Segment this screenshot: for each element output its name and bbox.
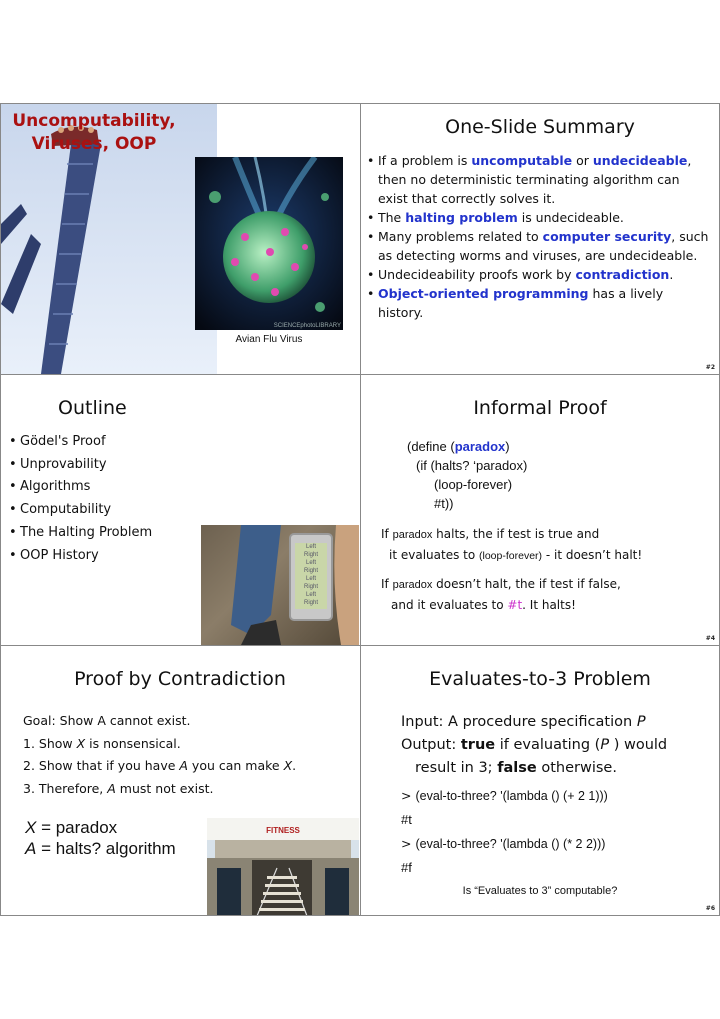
- problem-spec: [401, 711, 667, 780]
- definition-x: X = paradox: [25, 818, 118, 837]
- explanation-line: and it evaluates to #t. It halts!: [391, 597, 576, 612]
- slide-one-slide-summary: [360, 103, 720, 374]
- example-result: #f: [401, 860, 412, 875]
- summary-list: [367, 151, 709, 322]
- explanation: [381, 525, 717, 615]
- slide-title-uncomputability: [0, 103, 360, 374]
- explanation-line: If paradox doesn’t halt, the if test if false,: [381, 577, 621, 591]
- phone-line: Left: [305, 544, 316, 550]
- title-line-2: Viruses, OOP: [31, 134, 157, 154]
- phone-line: Left: [305, 592, 316, 598]
- slide-title: Evaluates-to-3 Problem: [429, 668, 651, 690]
- slide-outline: [0, 374, 360, 645]
- slide-title: Informal Proof: [473, 397, 607, 419]
- phone-line: Left: [305, 576, 316, 582]
- code-line: #t)): [434, 496, 454, 511]
- phone-line: Right: [303, 600, 318, 606]
- code-line: (if (halts? ‘paradox): [416, 458, 528, 473]
- code-line: (loop-forever): [434, 477, 513, 492]
- handout-sheet: [0, 103, 720, 915]
- examples: [401, 784, 608, 880]
- slide-informal-proof: [360, 374, 720, 645]
- outline-item: • Algorithms: [9, 476, 209, 499]
- slide-title: Outline: [58, 397, 127, 419]
- definitions: [25, 817, 176, 859]
- outline-item: • The Halting Problem: [9, 522, 209, 545]
- example-result: #t: [401, 812, 412, 827]
- slide-proof-by-contradiction: [0, 645, 360, 916]
- legs-drawing: [201, 525, 359, 645]
- image-caption: Avian Flu Virus: [235, 334, 303, 345]
- goal: Goal: Show A cannot exist.: [23, 713, 191, 728]
- outline-item: • Gödel's Proof: [9, 431, 209, 454]
- phone-photo: [201, 525, 359, 645]
- example-call: > (eval-to-three? '(lambda () (+ 2 1))): [401, 788, 608, 803]
- step: 2. Show that if you have A you can make X.: [23, 758, 297, 774]
- output-line-cont: result in 3; false otherwise.: [415, 760, 617, 776]
- phone-line: Right: [303, 584, 318, 590]
- outline-item: • OOP History: [9, 545, 209, 568]
- question: Is “Evaluates to 3” computable?: [462, 885, 618, 897]
- slide-title: Proof by Contradiction: [74, 668, 286, 690]
- definition-a: A = halts? algorithm: [25, 839, 176, 858]
- summary-item: • Many problems related to computer security, such as detecting worms and viruses, are undecideable.: [367, 227, 709, 265]
- phone-screen: [289, 533, 333, 621]
- phone-line: Right: [303, 568, 318, 574]
- phone-line: Left: [305, 560, 316, 566]
- fitness-building-image: [207, 818, 359, 916]
- outline-list: [9, 431, 209, 567]
- explanation-line: it evaluates to (loop-forever) - it doesn’t halt!: [389, 547, 643, 562]
- virus-image: [195, 157, 343, 330]
- fitness-sign: FITNESS: [266, 826, 300, 835]
- slide-number: #4: [705, 635, 715, 642]
- example-call: > (eval-to-three? '(lambda () (* 2 2))): [401, 836, 606, 851]
- proof-steps: [23, 710, 296, 801]
- title-line-1: Uncomputability,: [12, 111, 176, 131]
- paradox-code: [407, 437, 527, 513]
- slide-number: #2: [705, 364, 715, 371]
- summary-item: • Undecideability proofs work by contradiction.: [367, 265, 709, 284]
- summary-item: • Object-oriented programming has a lively history.: [367, 284, 709, 322]
- outline-item: • Unprovability: [9, 454, 209, 477]
- step: 1. Show X is nonsensical.: [23, 735, 181, 751]
- code-line: (define (paradox): [407, 439, 510, 454]
- slide-title: One-Slide Summary: [445, 116, 635, 138]
- phone-display: [295, 543, 327, 609]
- summary-item: • The halting problem is undecideable.: [367, 208, 709, 227]
- photo-credit: SCIENCEphotoLIBRARY: [273, 323, 341, 329]
- input-line: Input: A procedure specification P: [401, 714, 646, 730]
- summary-item: • If a problem is uncomputable or undecideable, then no deterministic terminating algorithm can exist that correctly solves it.: [367, 151, 709, 208]
- output-line: Output: true if evaluating (P ) would: [401, 737, 668, 753]
- phone-line: Right: [303, 552, 318, 558]
- slide-evaluates-to-3: [360, 645, 720, 916]
- slide-title: [1, 110, 360, 156]
- outline-item: • Computability: [9, 499, 209, 522]
- explanation-line: If paradox halts, the if test is true and: [381, 527, 600, 541]
- slide-number: #6: [705, 905, 715, 912]
- step: 3. Therefore, A must not exist.: [23, 781, 214, 797]
